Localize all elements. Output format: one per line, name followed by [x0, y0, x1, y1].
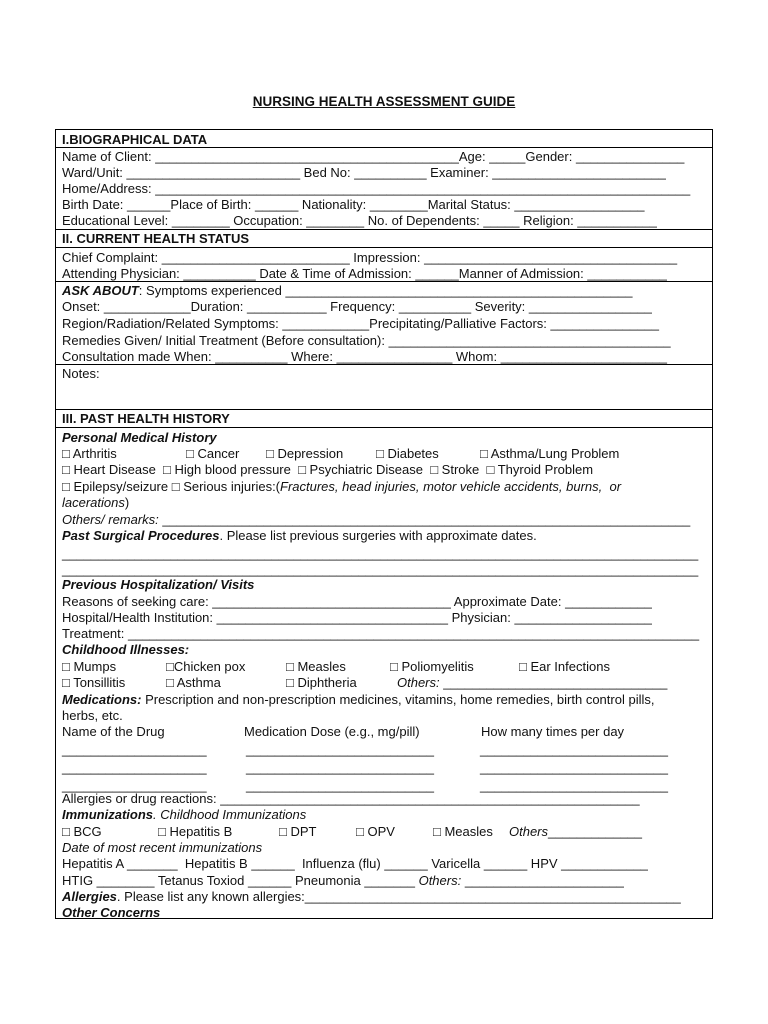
htig-tetanus-pneumonia-field[interactable]: [62, 873, 624, 888]
col-medication-dose: Medication Dose (e.g., mg/pill): [244, 724, 420, 739]
other-concerns-label: Other Concerns: [62, 905, 161, 920]
birth-nationality-field[interactable]: Birth Date: ______Place of Birth: ______ Nationality: ________Marital Status: __________________: [62, 197, 645, 212]
recent-immunizations-field[interactable]: Hepatitis A _______ Hepatitis B ______ Influenza (flu) ______ Varicella ______ HPV ____________: [62, 856, 648, 871]
checkbox-mumps[interactable]: □ Mumps: [62, 659, 117, 674]
childhood-immunizations-text: . Childhood Immunizations: [153, 807, 307, 822]
col-times-per-day: How many times per day: [481, 724, 625, 739]
epilepsy-injuries-text: □ Epilepsy/seizure □ Serious injuries:(: [62, 479, 281, 494]
chief-complaint-field[interactable]: Chief Complaint: __________________________ Impression: ___________________________________: [62, 250, 678, 265]
section-biographical-header: I.BIOGRAPHICAL DATA: [62, 132, 208, 147]
checkbox-ear-infections[interactable]: □ Ear Infections: [519, 659, 610, 674]
hospital-physician-field[interactable]: Hospital/Health Institution: ________________________________ Physician: ___________________: [62, 610, 652, 625]
childhood-illnesses-label: Childhood Illnesses:: [62, 642, 190, 657]
attending-physician-field[interactable]: Attending Physician: __________ Date & Time of Admission: ______Manner of Admission: ___________: [62, 266, 667, 281]
checkbox-bcg[interactable]: □ BCG: [62, 824, 102, 839]
surgery-blank-line[interactable]: ________________________________________________________________________________________: [62, 546, 699, 561]
divider: [56, 147, 712, 148]
onset-duration-field[interactable]: Onset: ____________Duration: ___________ Frequency: __________ Severity: _________________: [62, 299, 652, 314]
checkbox-opv[interactable]: □ OPV: [356, 824, 395, 839]
medications-instructions: Prescription and non-prescription medicines, vitamins, home remedies, birth control pills,: [141, 692, 655, 707]
checkbox-chicken-pox[interactable]: □Chicken pox: [166, 659, 246, 674]
col-drug-name: Name of the Drug: [62, 724, 165, 739]
recent-others-line: ______________________: [461, 873, 624, 888]
frequency-input[interactable]: __________________________: [480, 742, 668, 757]
divider: [56, 247, 712, 248]
frequency-input[interactable]: __________________________: [480, 760, 668, 775]
paren-close: ): [124, 495, 130, 510]
past-surgical-instructions: . Please list previous surgeries with approximate dates.: [219, 528, 537, 543]
medications-intro: [62, 692, 654, 707]
illness-others-label: Others:: [397, 675, 440, 690]
checkbox-diabetes[interactable]: □ Diabetes: [376, 446, 439, 461]
consultation-field[interactable]: Consultation made When: __________ Where: ________________ Whom: _______________________: [62, 349, 667, 364]
home-address-field[interactable]: Home/Address: __________________________________________________________________________: [62, 181, 691, 196]
htig-text: HTIG ________ Tetanus Toxiod ______ Pneumonia _______: [62, 873, 419, 888]
checkbox-epilepsy-injuries[interactable]: [62, 479, 621, 494]
illness-others-line: _______________________________: [439, 675, 668, 690]
allergies-label: Allergies: [62, 889, 117, 904]
dose-input[interactable]: __________________________: [246, 742, 434, 757]
immunization-others-line: _____________: [548, 824, 643, 839]
past-surgical-label: Past Surgical Procedures: [62, 528, 220, 543]
checkbox-depression[interactable]: □ Depression: [266, 446, 344, 461]
others-remarks-line: _________________________________________________________________________: [158, 512, 691, 527]
remedies-field[interactable]: Remedies Given/ Initial Treatment (Before consultation): _______________________________________: [62, 333, 671, 348]
immunization-others-label: Others: [509, 824, 549, 839]
form-title: NURSING HEALTH ASSESSMENT GUIDE: [252, 94, 516, 109]
treatment-field[interactable]: Treatment: _______________________________________________________________________________: [62, 626, 700, 641]
region-radiation-field[interactable]: Region/Radiation/Related Symptoms: ____________Precipitating/Palliative Factors: _______________: [62, 316, 659, 331]
drug-name-input[interactable]: ____________________: [62, 742, 207, 757]
checkbox-arthritis[interactable]: □ Arthritis: [62, 446, 117, 461]
personal-medical-history-label: Personal Medical History: [62, 430, 217, 445]
name-age-gender-field[interactable]: Name of Client: __________________________________________Age: _____Gender: _______________: [62, 149, 685, 164]
allergies-field[interactable]: [62, 889, 681, 904]
dose-input[interactable]: __________________________: [246, 760, 434, 775]
symptoms-text: : Symptoms experienced ________________________________________________: [138, 283, 633, 298]
ask-about-label: ASK ABOUT: [62, 283, 139, 298]
lacerations-text: lacerations: [62, 495, 125, 510]
previous-hospitalization-label: Previous Hospitalization/ Visits: [62, 577, 255, 592]
immunizations-intro: [62, 807, 306, 822]
checkbox-diphtheria[interactable]: □ Diphtheria: [286, 675, 357, 690]
checkbox-cancer[interactable]: □ Cancer: [186, 446, 240, 461]
drug-name-input[interactable]: ____________________: [62, 778, 207, 793]
assessment-form: [55, 129, 713, 919]
illness-others-field[interactable]: [397, 675, 667, 690]
ward-bed-examiner-field[interactable]: Ward/Unit: ________________________ Bed No: __________ Examiner: ________________________: [62, 165, 666, 180]
symptoms-field[interactable]: [62, 283, 633, 298]
divider: [56, 364, 712, 365]
surgery-blank-line[interactable]: ________________________________________________________________________________________: [62, 562, 699, 577]
checkbox-poliomyelitis[interactable]: □ Poliomyelitis: [390, 659, 474, 674]
reasons-care-field[interactable]: Reasons of seeking care: _________________________________ Approximate Date: ____________: [62, 594, 652, 609]
divider: [56, 409, 712, 410]
others-remarks-field[interactable]: [62, 512, 690, 527]
past-surgical-procedures: [62, 528, 537, 543]
checkbox-hepatitis-b[interactable]: □ Hepatitis B: [158, 824, 233, 839]
frequency-input[interactable]: __________________________: [480, 778, 668, 793]
medications-instructions-cont: herbs, etc.: [62, 708, 123, 723]
immunizations-label: Immunizations: [62, 807, 154, 822]
recent-others-label: Others:: [418, 873, 462, 888]
divider: [56, 427, 712, 428]
divider: [56, 281, 712, 282]
drug-name-input[interactable]: ____________________: [62, 760, 207, 775]
drug-reactions-field[interactable]: Allergies or drug reactions: __________________________________________________________: [62, 791, 640, 806]
immunization-others-field[interactable]: [509, 824, 642, 839]
medications-label: Medications:: [62, 692, 142, 707]
checkbox-asthma[interactable]: □ Asthma: [166, 675, 221, 690]
checkbox-measles-vaccine[interactable]: □ Measles: [433, 824, 493, 839]
education-occupation-field[interactable]: Educational Level: ________ Occupation: ________ No. of Dependents: _____ Religion: ___________: [62, 213, 657, 228]
divider: [56, 229, 712, 230]
dose-input[interactable]: __________________________: [246, 778, 434, 793]
checkbox-asthma-lung[interactable]: □ Asthma/Lung Problem: [480, 446, 620, 461]
injuries-examples-cont: [62, 495, 129, 510]
section-past-history-header: III. PAST HEALTH HISTORY: [62, 411, 230, 426]
checkbox-row-conditions[interactable]: □ Heart Disease □ High blood pressure □ Psychiatric Disease □ Stroke □ Thyroid Problem: [62, 462, 594, 477]
notes-label: Notes:: [62, 366, 100, 381]
others-remarks-label: Others/ remarks:: [62, 512, 159, 527]
recent-immunizations-label: Date of most recent immunizations: [62, 840, 263, 855]
section-current-health-header: II. CURRENT HEALTH STATUS: [62, 231, 250, 246]
checkbox-measles[interactable]: □ Measles: [286, 659, 346, 674]
checkbox-dpt[interactable]: □ DPT: [279, 824, 317, 839]
injuries-examples: Fractures, head injuries, motor vehicle accidents, burns, or: [280, 479, 622, 494]
checkbox-tonsillitis[interactable]: □ Tonsillitis: [62, 675, 126, 690]
allergies-instructions: . Please list any known allergies:____________________________________________________: [116, 889, 681, 904]
